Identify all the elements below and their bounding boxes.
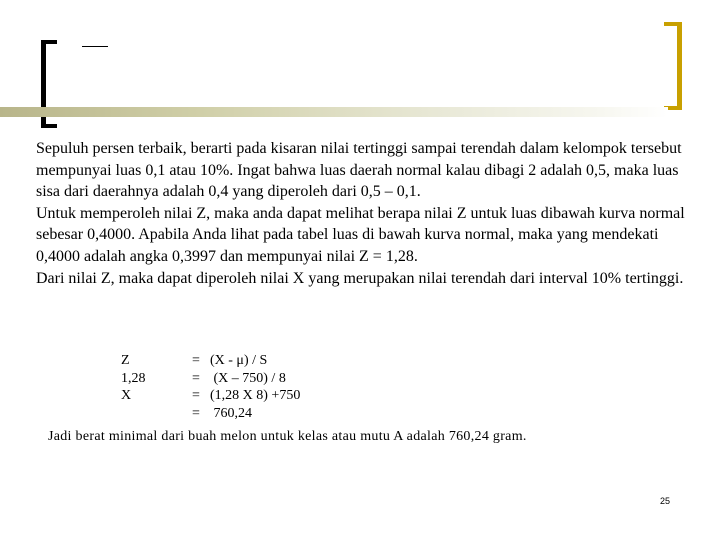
calc-rhs: (1,28 X 8) +750 xyxy=(210,388,301,403)
calculation-block xyxy=(0,352,720,422)
calc-rhs: (X - μ) / S xyxy=(210,353,268,368)
calc-row xyxy=(0,387,720,405)
paragraph-2: Untuk memperoleh nilai Z, maka anda dapat melihat berapa nilai Z untuk luas dibawah kurva normal sebesar 0,4000. Apabila Anda lihat pada tabel luas di bawah kurva normal, maka yang mendekati 0,4000 adalah angka 0,3997 dan mempunyai nilai Z = 1,28. xyxy=(36,204,685,265)
calc-eq: = xyxy=(192,370,200,386)
paragraph-1: Sepuluh persen terbaik, berarti pada kisaran nilai tertinggi sampai terendah dalam kelompok tersebut mempunyai luas 0,1 atau 10%. Ingat bahwa luas daerah normal kalau dibagi 2 adalah 0,5, maka luas sisa dari daerahnya adalah 0,4 yang diperoleh dari 0,5 – 0,1. xyxy=(36,140,682,201)
page-number: 25 xyxy=(660,496,671,506)
calc-eq: = xyxy=(192,405,200,421)
title-dash xyxy=(82,46,108,47)
right-bracket-decoration xyxy=(664,22,682,110)
calc-rhs: 760,24 xyxy=(210,405,252,421)
conclusion-text: Jadi berat minimal dari buah melon untuk kelas atau mutu A adalah 760,24 gram. xyxy=(48,429,527,444)
body-text xyxy=(36,138,686,289)
calc-lhs: 1,28 xyxy=(121,370,146,386)
calc-eq: = xyxy=(192,388,200,403)
paragraph-3: Dari nilai Z, maka dapat diperoleh nilai X yang merupakan nilai terendah dari interval 10% tertinggi. xyxy=(36,269,684,287)
calc-lhs: X xyxy=(121,388,132,403)
calc-lhs: Z xyxy=(121,353,130,368)
calc-rhs: (X – 750) / 8 xyxy=(210,370,286,386)
calc-row xyxy=(0,352,720,370)
header-band xyxy=(0,107,668,117)
calc-row xyxy=(0,370,720,388)
calc-eq: = xyxy=(192,353,200,368)
calc-row xyxy=(0,405,720,423)
